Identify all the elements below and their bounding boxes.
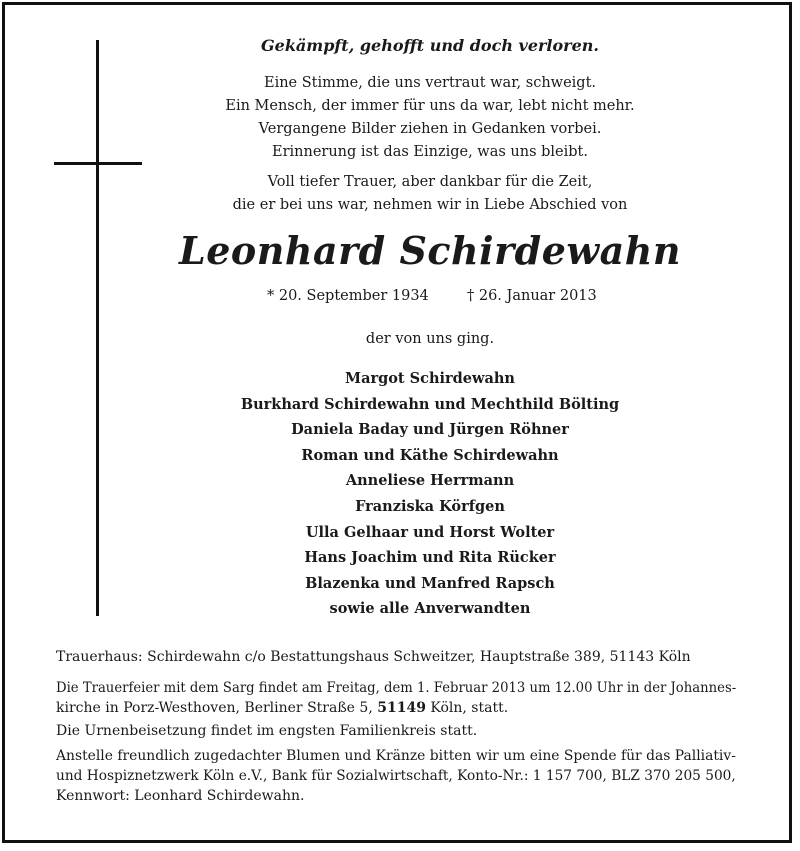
cross-vertical-bar [96, 40, 99, 616]
motto: Gekämpft, gehofft und doch verloren. [261, 36, 599, 55]
funeral-address: kirche in Porz-Westhoven, Berliner Straße 5, [56, 700, 378, 716]
intro-line: Voll tiefer Trauer, aber dankbar für die Zeit, [267, 174, 593, 190]
death-date: † 26. Januar 2013 [467, 288, 597, 304]
mourner-entry: Blazenka und Manfred Rapsch [305, 574, 555, 592]
mourner-entry: Ulla Gelhaar und Horst Wolter [305, 523, 555, 541]
gone-text: der von uns ging. [365, 331, 495, 347]
mourning-house-info [56, 647, 736, 667]
funeral-line: Die Trauerfeier mit dem Sarg findet am Freitag, dem 1. Februar 2013 um 12.00 Uhr in der Johannes- [56, 680, 737, 696]
mourners-list [100, 366, 760, 622]
intro-line: die er bei uns war, nehmen wir in Liebe Abschied von [232, 197, 628, 213]
mourning-house-line: Trauerhaus: Schirdewahn c/o Bestattungshaus Schweitzer, Hauptstraße 389, 51143 Köln [56, 649, 691, 665]
mourner-entry: sowie alle Anverwandten [329, 600, 531, 618]
poem-line: Erinnerung ist das Einzige, was uns bleibt. [271, 144, 588, 160]
birth-date: * 20. September 1934 [267, 288, 429, 304]
intro-text [100, 171, 760, 217]
funeral-line [56, 698, 736, 718]
deceased-name: Leonhard Schirdewahn [179, 228, 681, 273]
mourner-entry: Hans Joachim und Rita Rücker [304, 549, 556, 567]
donation-line: Anstelle freundlich zugedachter Blumen und Kränze bitten wir um eine Spende für das Palliativ- [56, 748, 736, 764]
poem-line: Eine Stimme, die uns vertraut war, schweigt. [263, 75, 597, 91]
mourner-entry: Franziska Körfgen [355, 497, 505, 515]
mourner-entry: Margot Schirdewahn [345, 370, 515, 387]
urn-line: Die Urnenbeisetzung findet im engsten Familienkreis statt. [56, 723, 478, 739]
mourner-entry: Burkhard Schirdewahn und Mechthild Bölting [240, 395, 620, 413]
mourner-entry: Daniela Baday und Jürgen Röhner [291, 421, 569, 439]
funeral-postcode: 51149 [377, 700, 426, 716]
donation-line: und Hospiznetzwerk Köln e.V., Bank für Sozialwirtschaft, Konto-Nr.: 1 157 700, BLZ 370 205 500, [56, 768, 736, 784]
poem-line: Ein Mensch, der immer für uns da war, lebt nicht mehr. [225, 98, 635, 114]
donation-info [56, 746, 736, 806]
donation-line: Kennwort: Leonhard Schirdewahn. [56, 788, 305, 804]
mourner-entry: Roman und Käthe Schirdewahn [301, 446, 559, 464]
funeral-city: Köln, statt. [425, 700, 509, 716]
poem [100, 72, 760, 164]
urn-burial-info [56, 721, 736, 741]
funeral-info [56, 678, 736, 718]
mourner-entry: Anneliese Herrmann [345, 472, 515, 490]
poem-line: Vergangene Bilder ziehen in Gedanken vorbei. [258, 121, 602, 137]
